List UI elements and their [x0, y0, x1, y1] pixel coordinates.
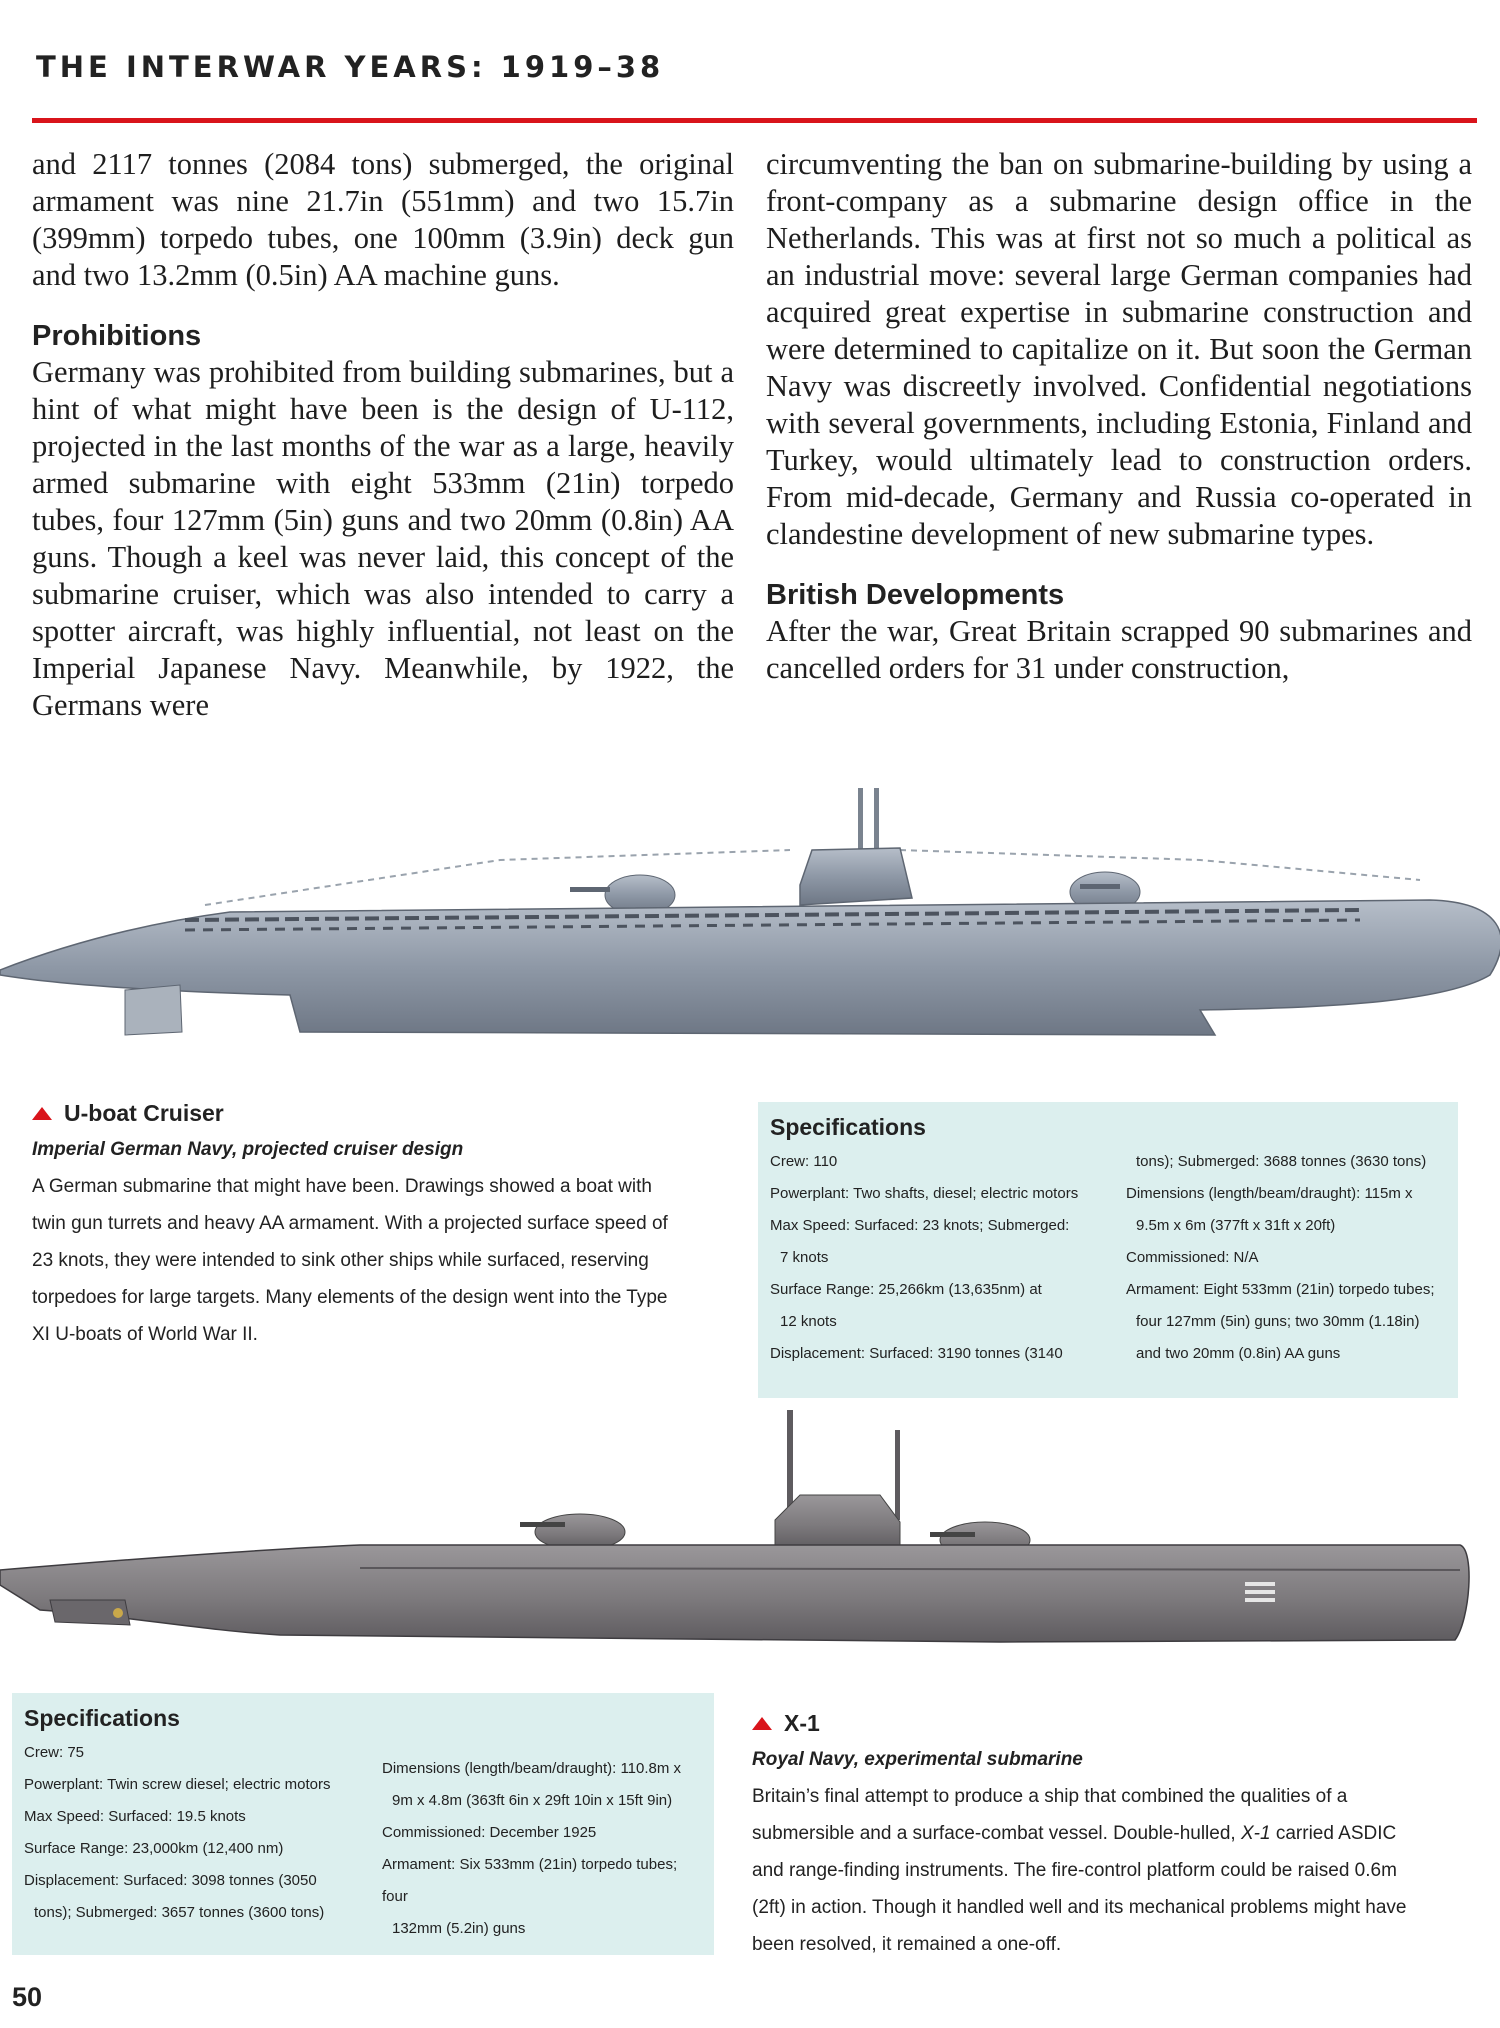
uboat-cruiser-drawing [0, 780, 1500, 1080]
uboat-subtitle: Imperial German Navy, projected cruiser design [32, 1139, 464, 1160]
x1-title [752, 1708, 1412, 1738]
spec-line: Displacement: Surfaced: 3190 tonnes (3140 [770, 1345, 1063, 1362]
uboat-cruiser-illustration [0, 780, 1500, 1080]
x1-specs-col2 [382, 1753, 707, 1945]
x1-description [752, 1778, 1412, 1963]
spec-line: 132mm (5.2in) guns [392, 1920, 526, 1937]
spec-line: Commissioned: December 1925 [382, 1824, 597, 1841]
x1-description-part: Britain’s final attempt to produce a ship that combined the qualities of a submersible and a surface-combat vessel. Double-hulled, [752, 1786, 1348, 1844]
right-text-column [766, 146, 1472, 687]
spec-line: 9m x 4.8m (363ft 6in x 29ft 10in x 15ft 9in) [392, 1792, 673, 1809]
x1-caption [752, 1708, 1412, 1963]
spec-line: Commissioned: N/A [1126, 1249, 1259, 1266]
x1-subtitle: Royal Navy, experimental submarine [752, 1749, 1083, 1770]
x1-title-text: X-1 [784, 1710, 820, 1736]
spec-line: tons); Submerged: 3688 tonnes (3630 tons) [1136, 1153, 1427, 1170]
uboat-specifications-box [758, 1102, 1458, 1398]
spec-line: Crew: 110 [770, 1153, 838, 1170]
spec-line: Max Speed: Surfaced: 23 knots; Submerged: [770, 1217, 1070, 1234]
page-number: 50 [12, 1982, 43, 2012]
intro-paragraph: and 2117 tonnes (2084 tons) submerged, the original armament was nine 21.7in (551mm) and two 15.7in (399mm) torpedo tubes, one 100mm (3.9in) deck gun and two 13.2mm (0.5in) AA machine guns. [32, 147, 734, 292]
uboat-description: A German submarine that might have been. Drawings showed a boat with twin gun turrets and heavy AA armament. With a projected surface speed of 23 knots, they were intended to sink other ships while surfaced, reserving torpedoes for large targets. Many elements of the design went into the Type XI U-boats of World War II. [32, 1176, 668, 1345]
red-triangle-icon [752, 1717, 772, 1730]
header-rule [32, 118, 1477, 123]
uboat-specs-col2 [1126, 1146, 1451, 1370]
spec-line: four 127mm (5in) guns; two 30mm (1.18in) [1136, 1313, 1420, 1330]
spec-line: Surface Range: 23,000km (12,400 nm) [24, 1840, 284, 1857]
spec-line: tons); Submerged: 3657 tonnes (3600 tons) [34, 1904, 325, 1921]
x1-description-italic: X-1 [1240, 1823, 1271, 1844]
uboat-specifications-heading: Specifications [770, 1114, 926, 1140]
spec-line: Armament: Six 533mm (21in) torpedo tubes; four [382, 1856, 678, 1905]
spec-line: Max Speed: Surfaced: 19.5 knots [24, 1808, 246, 1825]
spec-line: Displacement: Surfaced: 3098 tonnes (3050 [24, 1872, 317, 1889]
prohibitions-paragraph: Germany was prohibited from building submarines, but a hint of what might have been is the design of U-112, projected in the last months of the war as a large, heavily armed submarine with eight 533mm (21in) torpedo tubes, four 127mm (5in) guns and two 20mm (0.8in) AA guns. Though a keel was never laid, this concept of the submarine cruiser, which was also intended to carry a spotter aircraft, was highly influential, not least on the Imperial Japanese Navy. Meanwhile, by 1922, the Germans were [32, 355, 734, 722]
spec-line: Dimensions (length/beam/draught): 110.8m x [382, 1760, 682, 1777]
uboat-caption [32, 1098, 682, 1353]
spec-line: Powerplant: Two shafts, diesel; electric motors [770, 1185, 1079, 1202]
spec-line: Crew: 75 [24, 1744, 85, 1761]
left-text-column [32, 146, 734, 724]
x1-specs-col1 [24, 1737, 374, 1929]
running-header: THE INTERWAR YEARS: 1919–38 [36, 50, 665, 84]
x1-description-part: carried ASDIC and range-finding instruments. The fire-control platform could be raised 0.6m (2ft) in action. Though it handled well and its mechanical problems might have been resolved, it remained a one-off. [752, 1823, 1407, 1955]
prohibitions-heading: Prohibitions [32, 320, 202, 352]
spec-line: 12 knots [780, 1313, 837, 1330]
british-developments-paragraph: After the war, Great Britain scrapped 90 submarines and cancelled orders for 31 under construction, [766, 614, 1472, 685]
circumventing-paragraph: circumventing the ban on submarine-building by using a front-company as a submarine design office in the Netherlands. This was at first not so much a political as an industrial move: several large German companies had acquired great expertise in submarine construction and were determined to capitalize on it. But soon the German Navy was discreetly involved. Confidential negotiations with several governments, including Estonia, Finland and Turkey, would ultimately lead to construction orders. From mid-decade, Germany and Russia co-operated in clandestine development of new submarine types. [766, 147, 1472, 551]
uboat-specs-col1 [770, 1146, 1110, 1370]
uboat-title-text: U-boat Cruiser [64, 1100, 224, 1126]
spec-line: Powerplant: Twin screw diesel; electric motors [24, 1776, 331, 1793]
spec-line: Dimensions (length/beam/draught): 115m x [1126, 1185, 1413, 1202]
x1-specifications-heading: Specifications [24, 1705, 180, 1731]
british-developments-heading: British Developments [766, 579, 1065, 611]
spec-line: Surface Range: 25,266km (13,635nm) at [770, 1281, 1042, 1298]
spec-line: 9.5m x 6m (377ft x 31ft x 20ft) [1136, 1217, 1336, 1234]
x1-drawing [0, 1410, 1500, 1680]
spec-line: Armament: Eight 533mm (21in) torpedo tubes; [1126, 1281, 1435, 1298]
red-triangle-icon [32, 1107, 52, 1120]
spec-line: 7 knots [780, 1249, 829, 1266]
x1-specifications-box [12, 1693, 714, 1955]
x1-illustration [0, 1410, 1500, 1680]
uboat-title [32, 1098, 682, 1128]
spec-line: and two 20mm (0.8in) AA guns [1136, 1345, 1341, 1362]
